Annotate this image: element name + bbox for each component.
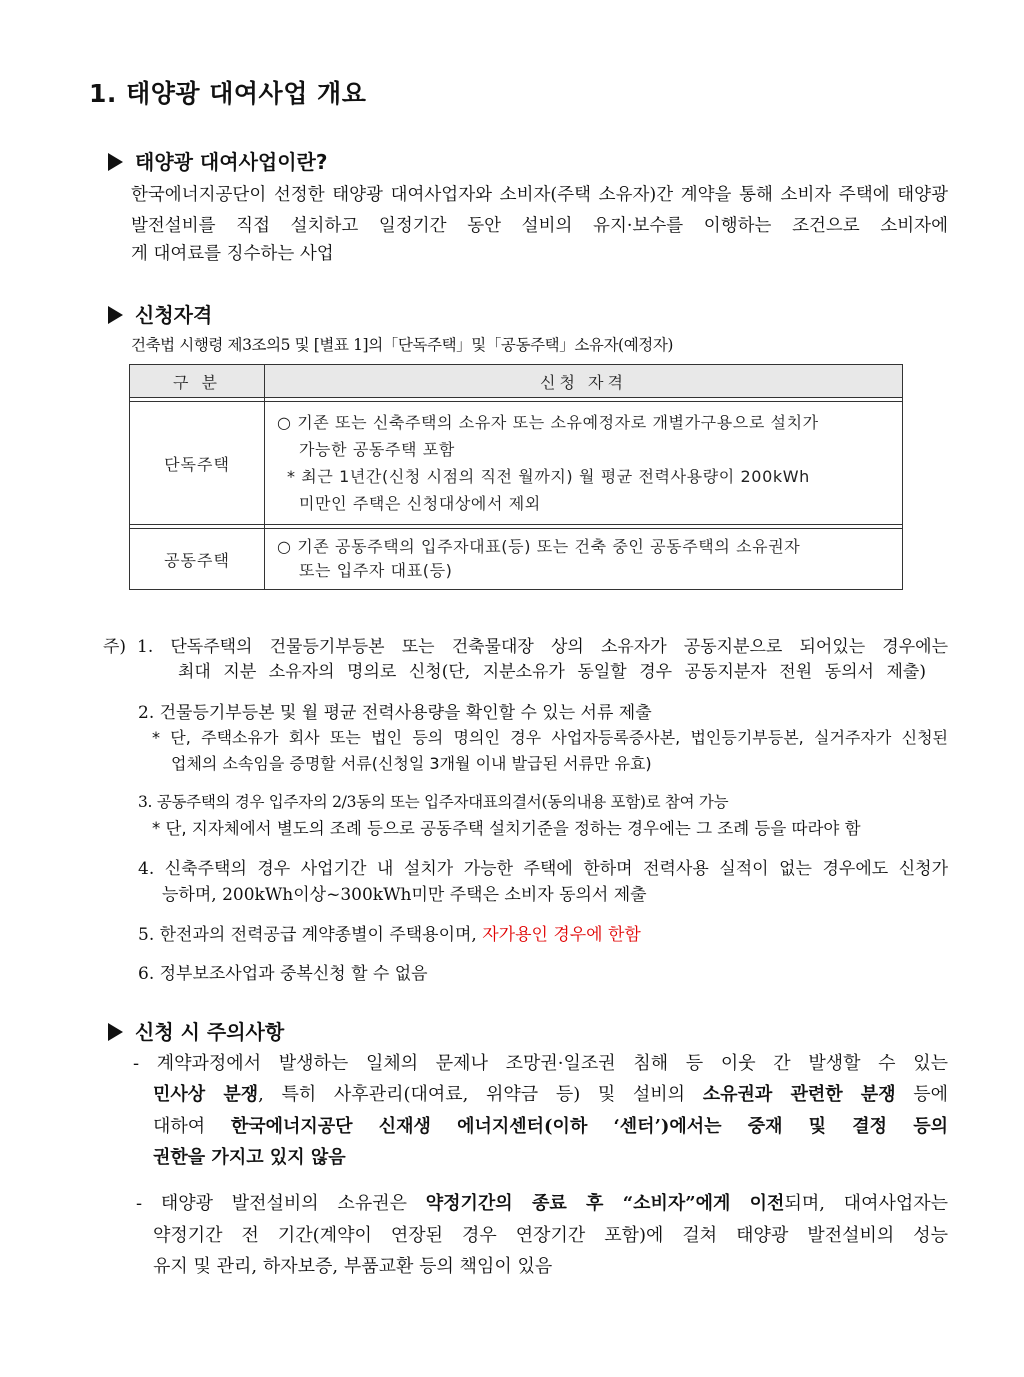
caution-line: 약정기간 전 기간(계약이 연장된 경우 연장기간 포함)에 걸쳐 태양광 발전설비의 성능 — [153, 1225, 948, 1246]
table-header-eligibility: 신청 자격 — [265, 365, 903, 398]
note-line: 업체의 소속임을 증명할 서류(신청일 3개월 이내 발급된 서류만 유효) — [171, 754, 652, 773]
eligibility-table — [129, 364, 903, 590]
section-heading-overview — [108, 146, 327, 175]
table-cell-category: 단독주택 — [130, 402, 265, 525]
note-line: 1. 단독주택의 건물등기부등본 또는 건축물대장 상의 소유자가 공동지분으로 되어있는 경우에는 — [137, 637, 948, 657]
note-highlight-red: 자가용인 경우에 한함 — [482, 925, 641, 945]
eligibility-line: 가능한 공동주택 포함 — [299, 440, 455, 459]
note-line: 3. 공동주택의 경우 입주자의 2/3동의 또는 입주자대표의결서(동의내용 포함)로 참여 가능 — [138, 793, 729, 811]
table-cell-eligibility — [265, 402, 903, 525]
caution-text: 되며, 대여사업자는 — [784, 1193, 949, 1214]
table-row — [130, 402, 903, 525]
note-text: 5. 한전과의 전력공급 계약종별이 주택용이며, — [138, 925, 483, 945]
note-line: 최대 지분 소유자의 명의로 신청(단, 지분소유가 동일할 경우 공동지분자 전원 동의서 제출) — [178, 662, 926, 682]
note-line: 4. 신축주택의 경우 사업기간 내 설치가 가능한 주택에 한하며 전력사용 실적이 없는 경우에도 신청가 — [138, 859, 948, 879]
notes-prefix: 주) — [103, 637, 127, 657]
section-heading-cautions — [108, 1016, 284, 1045]
caution-text: - 태양광 발전설비의 소유권은 — [136, 1193, 426, 1214]
eligibility-line: 미만인 주택은 신청대상에서 제외 — [299, 494, 541, 513]
eligibility-line: ○ 기존 공동주택의 입주자대표(등) 또는 건축 중인 공동주택의 소유권자 — [277, 537, 801, 556]
section-heading-label: 신청 시 주의사항 — [135, 1020, 285, 1044]
paragraph-line: 한국에너지공단이 선정한 태양광 대여사업자와 소비자(주택 소유자)간 계약을 통해 소비자 주택에 태양광 — [131, 185, 948, 205]
paragraph-line: 게 대여료를 징수하는 사업 — [131, 244, 334, 264]
table-row — [130, 529, 903, 590]
eligibility-line: * 최근 1년간(신청 시점의 직전 월까지) 월 평균 전력사용량이 200kWh — [287, 467, 810, 486]
note-line: * 단, 주택소유가 회사 또는 법인 등의 명의인 경우 사업자등록증사본, 법인등기부등본, 실거주자가 신청된 — [152, 728, 948, 747]
caution-line — [136, 1189, 948, 1215]
section-heading-label: 태양광 대여사업이란? — [135, 150, 328, 174]
caution-line — [153, 1112, 948, 1138]
caution-line: 유지 및 관리, 하자보증, 부품교환 등의 책임이 있음 — [153, 1256, 553, 1277]
eligibility-subtitle: 건축법 시행령 제3조의5 및 [별표 1]의「단독주택」및「공동주택」소유자(예정자) — [131, 336, 674, 354]
eligibility-line: 또는 입주자 대표(등) — [299, 561, 453, 580]
note-line: 2. 건물등기부등본 및 월 평균 전력사용량을 확인할 수 있는 서류 제출 — [138, 703, 652, 723]
table-header-row — [130, 365, 903, 398]
caution-bold: 민사상 분쟁 — [153, 1084, 259, 1105]
table-cell-category: 공동주택 — [130, 529, 265, 590]
caution-line: 권한을 가지고 있지 않음 — [153, 1147, 346, 1168]
caution-bold: 한국에너지공단 신재생 에너지센터(이하 ‘센터’)에서는 중재 및 결정 등의 — [230, 1116, 949, 1137]
caution-text: 등에 — [895, 1084, 949, 1105]
triangle-bullet-icon — [108, 153, 123, 171]
caution-text: , 특히 사후관리(대여료, 위약금 등) 및 설비의 — [258, 1084, 703, 1105]
eligibility-line: ○ 기존 또는 신축주택의 소유자 또는 소유예정자로 개별가구용으로 설치가 — [277, 413, 819, 432]
caution-text: 대하여 — [153, 1116, 231, 1137]
caution-bold: 약정기간의 종료 후 “소비자”에게 이전 — [425, 1193, 785, 1214]
table-cell-eligibility — [265, 529, 903, 590]
note-line — [138, 920, 641, 945]
paragraph-line: 발전설비를 직접 설치하고 일정기간 동안 설비의 유지·보수를 이행하는 조건으로 소비자에 — [131, 216, 948, 236]
caution-bold: 소유권과 관련한 분쟁 — [702, 1084, 896, 1105]
note-line: 능하며, 200kWh이상~300kWh미만 주택은 소비자 동의서 제출 — [162, 885, 647, 905]
triangle-bullet-icon — [108, 1023, 123, 1041]
caution-line — [153, 1080, 948, 1106]
note-line: * 단, 지자체에서 별도의 조례 등으로 공동주택 설치기준을 정하는 경우에는 그 조례 등을 따라야 함 — [152, 819, 861, 838]
caution-line: - 계약과정에서 발생하는 일체의 문제나 조망권·일조권 침해 등 이웃 간 발생할 수 있는 — [133, 1053, 948, 1074]
triangle-bullet-icon — [108, 306, 123, 324]
note-line: 6. 정부보조사업과 중복신청 할 수 없음 — [138, 964, 428, 984]
section-heading-label: 신청자격 — [135, 303, 213, 327]
table-header-category: 구 분 — [130, 365, 265, 398]
section-heading-eligibility — [108, 299, 212, 328]
page-title: 1. 태양광 대여사업 개요 — [89, 79, 367, 108]
